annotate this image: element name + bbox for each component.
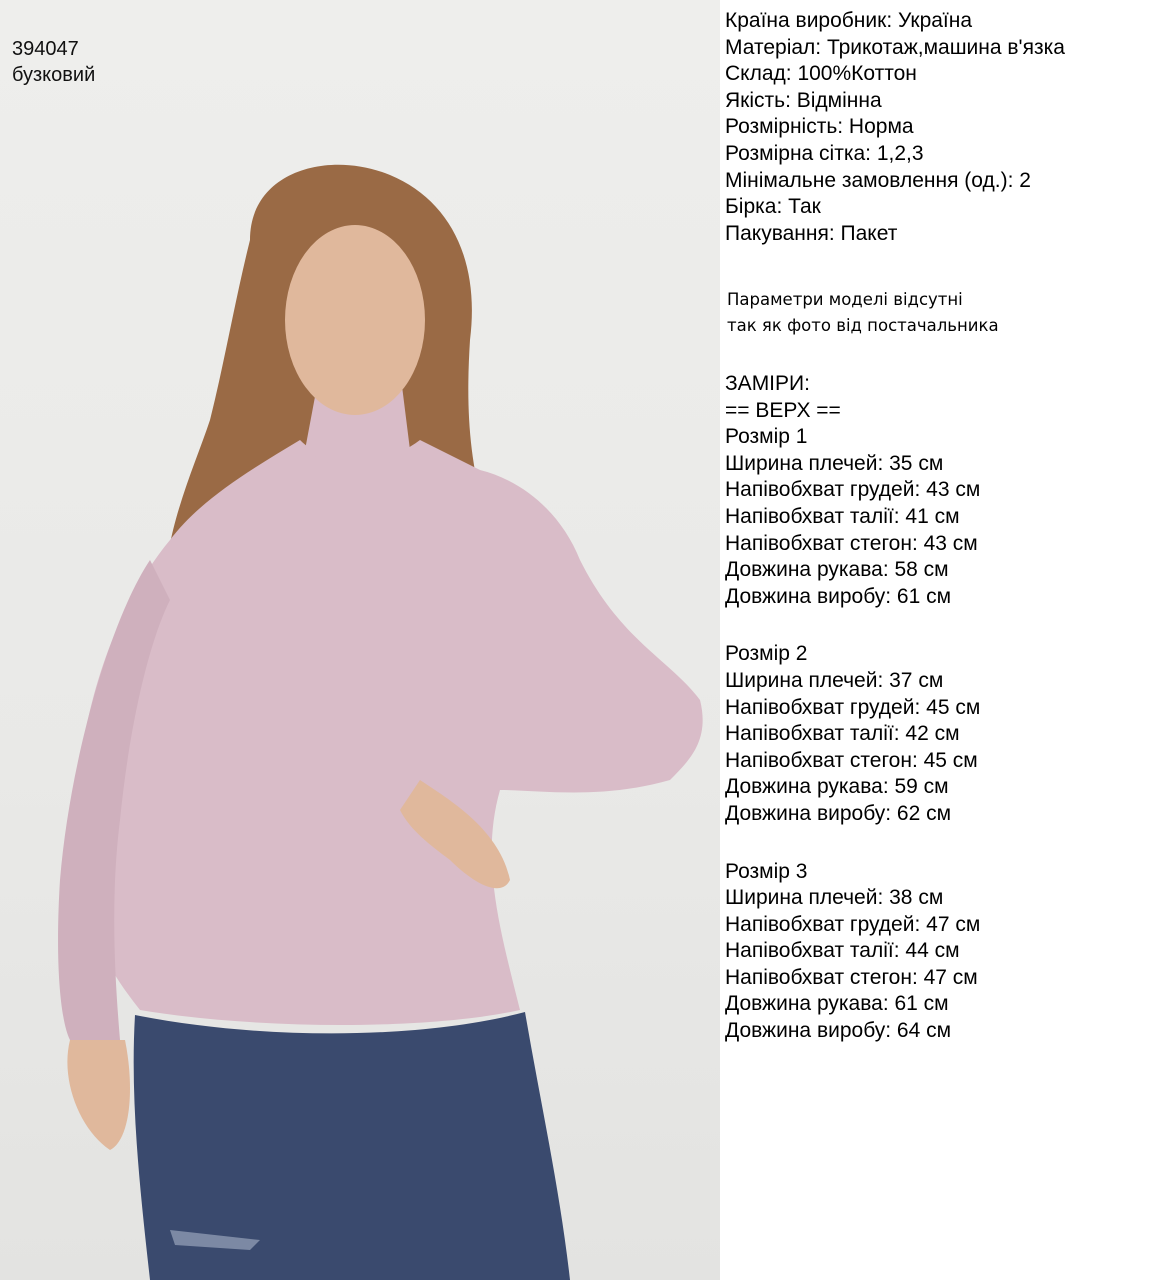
size-2-length: Довжина виробу: 62 см bbox=[725, 801, 952, 825]
specs-list bbox=[725, 8, 1145, 247]
spec-packaging: Пакування: Пакет bbox=[725, 221, 898, 245]
product-color: бузковий bbox=[12, 64, 96, 86]
hand-left-shape bbox=[67, 1040, 130, 1150]
model-note-line: так як фото від постачальника bbox=[727, 316, 999, 335]
size-3-waist: Напівобхват талії: 44 см bbox=[725, 939, 960, 963]
spec-min-order: Мінімальне замовлення (од.): 2 bbox=[725, 168, 1031, 192]
spec-material: Матеріал: Трикотаж,машина в'язка bbox=[725, 35, 1065, 59]
size-3-length: Довжина виробу: 64 см bbox=[725, 1019, 952, 1043]
sweater-shape bbox=[74, 440, 702, 1025]
size-3-hips: Напівобхват стегон: 47 см bbox=[725, 965, 978, 989]
size-3-sleeve: Довжина рукава: 61 см bbox=[725, 992, 949, 1016]
size-2-sleeve: Довжина рукава: 59 см bbox=[725, 775, 949, 799]
spec-composition: Склад: 100%Коттон bbox=[725, 62, 917, 86]
face-shape bbox=[285, 225, 425, 415]
size-1-shoulders: Ширина плечей: 35 см bbox=[725, 451, 944, 475]
size-3-heading: Розмір 3 bbox=[725, 859, 808, 883]
measurements-block bbox=[725, 371, 980, 1045]
size-1-heading: Розмір 1 bbox=[725, 425, 808, 449]
size-1-waist: Напівобхват талії: 41 см bbox=[725, 504, 960, 528]
model-note bbox=[727, 287, 999, 339]
size-2-hips: Напівобхват стегон: 45 см bbox=[725, 748, 978, 772]
measurements-title: ЗАМІРИ: bbox=[725, 372, 810, 395]
spec-quality: Якість: Відмінна bbox=[725, 88, 882, 112]
spec-country: Країна виробник: Україна bbox=[725, 9, 973, 32]
size-2-shoulders: Ширина плечей: 37 см bbox=[725, 668, 944, 692]
product-code: 394047 bbox=[12, 38, 79, 60]
spacer bbox=[725, 828, 980, 859]
spacer bbox=[725, 610, 980, 641]
size-2-chest: Напівобхват грудей: 45 см bbox=[725, 695, 981, 719]
spec-tag: Бірка: Так bbox=[725, 195, 821, 219]
size-3-chest: Напівобхват грудей: 47 см bbox=[725, 912, 981, 936]
size-2-heading: Розмір 2 bbox=[725, 642, 808, 666]
spec-sizing: Розмірність: Норма bbox=[725, 115, 914, 139]
measurements-section: == ВЕРХ == bbox=[725, 398, 841, 422]
spec-size-grid: Розмірна сітка: 1,2,3 bbox=[725, 141, 924, 165]
model-note-line: Параметри моделі відсутні bbox=[727, 290, 963, 309]
size-2-waist: Напівобхват талії: 42 см bbox=[725, 722, 960, 746]
size-1-sleeve: Довжина рукава: 58 см bbox=[725, 558, 949, 582]
size-1-hips: Напівобхват стегон: 43 см bbox=[725, 531, 978, 555]
product-code-label bbox=[12, 36, 95, 88]
size-1-length: Довжина виробу: 61 см bbox=[725, 584, 952, 608]
size-1-chest: Напівобхват грудей: 43 см bbox=[725, 478, 981, 502]
size-3-shoulders: Ширина плечей: 38 см bbox=[725, 886, 944, 910]
